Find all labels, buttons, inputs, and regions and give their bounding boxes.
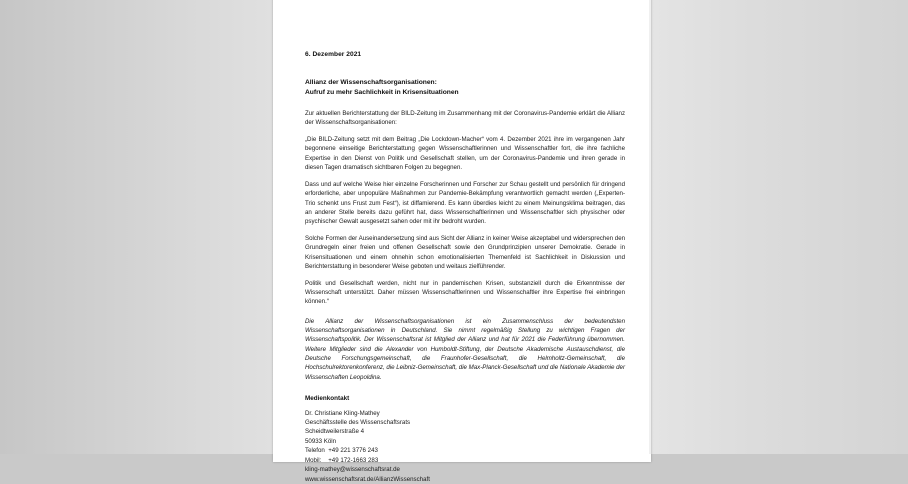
page-title: [305, 78, 625, 97]
page-title-line-2: Aufruf zu mehr Sachlichkeit in Krisensituationen: [305, 88, 459, 96]
page-right-edge-shadow: [649, 0, 651, 454]
paragraph-conclusion: Politik und Gesellschaft werden, nicht nur in pandemischen Krisen, substanziell durch die Erkenntnisse der Wissenschaft unterstützt. Daher müssen Wissenschaftlerinnen und Wissenschaftler ihre Expertise frei einbringen können.“: [305, 279, 625, 306]
contact-heading: Medienkontakt: [305, 395, 350, 403]
paragraph-position: Solche Formen der Auseinandersetzung sind aus Sicht der Allianz in keiner Weise akzeptabel und widersprechen den Grundregeln einer freien und offenen Gesellschaft sowie den Grundprinzipien unserer Demokratie. Gerade in Krisensituationen und einem ohnehin schon emotionalisierten Themenfeld ist Sachlichkeit in Diskussion und Berichterstattung in besonderer Weise geboten und weitaus zielführender.: [305, 234, 625, 270]
document-page: [273, 0, 651, 483]
paragraph-quote-opening: „Die BILD-Zeitung setzt mit dem Beitrag „Die Lockdown-Macher“ vom 4. Dezember 2021 ihre im vergangenen Jahr begonnene einseitige Berichterstattung gegen Wissenschaftlerinnen und Wissenschaftler fort, die ihre fachliche Expertise in den Dienst von Politik und Gesellschaft stellen, um der Coronavirus-Pandemie und ihren gerade in diesen Tagen dramatisch sichtbaren Folgen zu begegnen.: [305, 136, 625, 172]
document-date: 6. Dezember 2021: [305, 51, 362, 58]
contact-block: [305, 409, 625, 484]
contact-website[interactable]: www.wissenschaftsrat.de/AllianzWissenschaft: [305, 475, 430, 483]
document-body: [305, 109, 625, 484]
paragraph-criticism: Dass und auf welche Weise hier einzelne Forscherinnen und Forscher zur Schau gestellt und persönlich für dringend erforderliche, aber unpopuläre Maßnahmen zur Pandemie-Bekämpfung verantwortlich gemacht werden („Experten-Trio schenkt uns Frust zum Fest“), ist diffamierend. Es kann überdies leicht zu einem Meinungsklima beitragen, das an anderer Stelle bereits dazu geführt hat, dass Wissenschaftlerinnen und Wissenschaftler sich physischer oder psychischer Gewalt ausgesetzt sahen oder mit ihr bedroht wurden.: [305, 180, 625, 226]
contact-street: Scheidtweilerstraße 4: [305, 428, 365, 436]
page-title-line-1: Allianz der Wissenschaftsorganisationen:: [305, 79, 437, 86]
paragraph-intro: Zur aktuellen Berichterstattung der BILD-Zeitung im Zusammenhang mit der Coronavirus-Pandemie erklärt die Allianz der Wissenschaftsorganisationen:: [305, 110, 625, 127]
contact-mobile: Mobil: +49 172-1663 283: [305, 456, 379, 464]
contact-phone: Telefon +49 221 3776 243: [305, 447, 378, 455]
page-backdrop-right: [651, 0, 908, 454]
contact-name: Dr. Christiane Kling-Mathey: [305, 409, 380, 417]
paragraph-about-alliance: Die Allianz der Wissenschaftsorganisationen ist ein Zusammenschluss der bedeutendsten Wissenschaftsorganisationen in Deutschland. Sie nimmt regelmäßig Stellung zu wichtigen Fragen der Wissenschaftspolitik. Der Wissenschaftsrat ist Mitglied der Allianz und hat für 2021 die Federführung übernommen. Weitere Mitglieder sind die Alexander von Humboldt-Stiftung, der Deutsche Akademische Austauschdienst, die Deutsche Forschungsgemeinschaft, die Fraunhofer-Gesellschaft, die Helmholtz-Gemeinschaft, die Hochschulrektorenkonferenz, die Leibniz-Gemeinschaft, die Max-Planck-Gesellschaft und die Nationale Akademie der Wissenschaften Leopoldina.: [305, 317, 625, 381]
page-backdrop-left: [0, 0, 273, 454]
contact-email[interactable]: kling-mathey@wissenschaftsrat.de: [305, 466, 400, 474]
page-content-area: [305, 0, 625, 483]
contact-office: Geschäftsstelle des Wissenschaftsrats: [305, 419, 411, 427]
contact-city: 50933 Köln: [305, 437, 337, 445]
